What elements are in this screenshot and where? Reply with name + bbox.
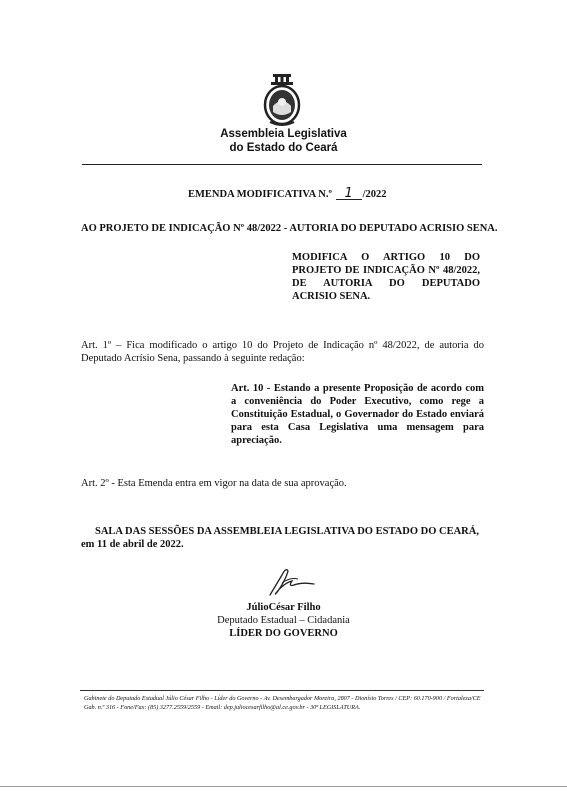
- article-1: Art. 1º – Fica modificado o artigo 10 do Projeto de Indicação nº 48/2022, de autoria do Deputado Acrísio Sena, passando à seguinte redação:: [81, 340, 484, 364]
- footer-divider: [80, 690, 484, 691]
- amendment-title: [188, 188, 387, 200]
- session-closing: SALA DAS SESSÕES DA ASSEMBLEIA LEGISLATIVA DO ESTADO DO CEARÁ, em 11 de abril de 2022.: [81, 526, 479, 550]
- house-name-line2: do Estado do Ceará: [229, 142, 338, 154]
- amendment-title-suffix: /2022: [362, 189, 387, 200]
- signer-title: LÍDER DO GOVERNO: [229, 628, 338, 639]
- summary-ementa: MODIFICA O ARTIGO 10 DO PROJETO DE INDICAÇÃO Nº 48/2022, DE AUTORIA DO DEPUTADO ACRISIO SENA.: [292, 252, 480, 302]
- bill-reference: AO PROJETO DE INDICAÇÃO Nº 48/2022 - AUTORIA DO DEPUTADO ACRISIO SENA.: [81, 223, 498, 234]
- handwritten-signature-icon: [262, 563, 332, 599]
- amendment-title-prefix: EMENDA MODIFICATIVA N.º: [188, 189, 332, 200]
- page-edge-line: [0, 786, 567, 787]
- header-divider: [82, 164, 482, 165]
- signer-role: Deputado Estadual – Cidadania: [217, 615, 350, 626]
- article-2: Art. 2º - Esta Emenda entra em vigor na data de sua aprovação.: [81, 478, 347, 489]
- signer-name: JúlioCésar Filho: [246, 602, 321, 613]
- article-10-text: Art. 10 - Estando a presente Proposição de acordo com a conveniência do Poder Executivo, como rege a Constituição Estadual, o Governador do Estado enviará para esta Casa Legislativa uma mensagem para apreciação.: [231, 383, 484, 446]
- amendment-number: 1: [336, 188, 362, 200]
- footer-address: Gabinete do Deputado Estadual Júlio César Filho - Líder do Governo - Av. Desembargador Moreira, 2807 - Dionísio Torres / CEP: 60.170-900 / Fortaleza/CE Gab. n.º 316 - Fone/Fax: (85) 3277.2559/2559 - Email: dep.juliocesarfilho@al.ce.gov.br - 30ª LEGISLATURA.: [84, 695, 481, 711]
- coat-of-arms-icon: [259, 72, 305, 128]
- house-name-line1: Assembleia Legislativa: [220, 128, 347, 140]
